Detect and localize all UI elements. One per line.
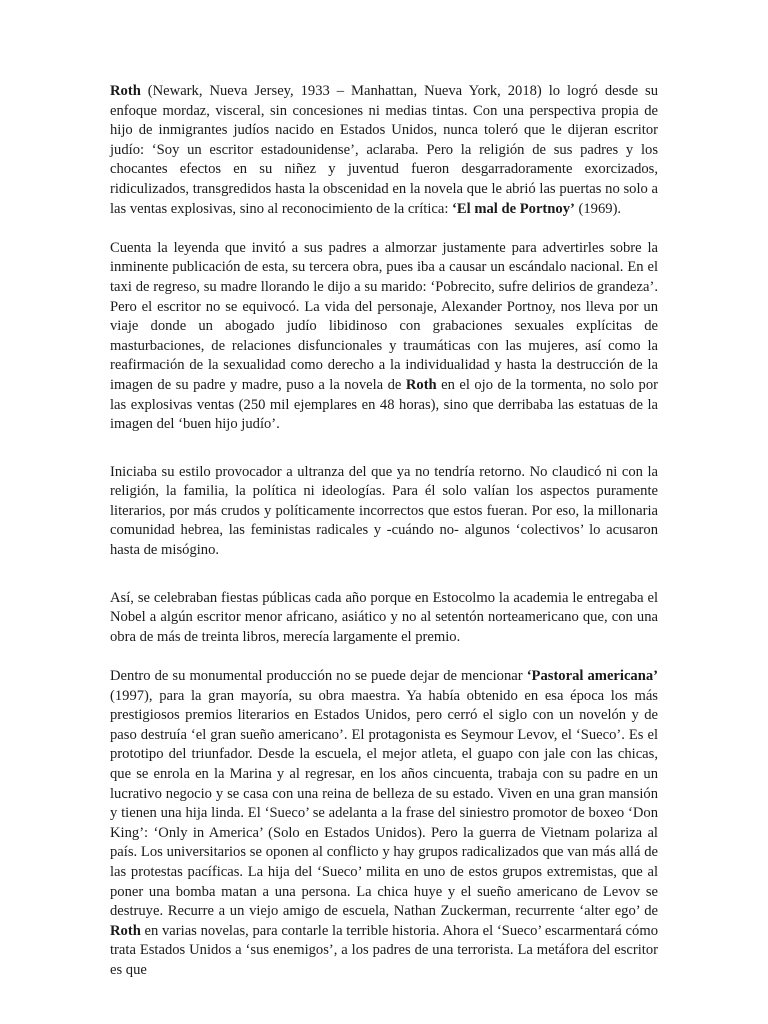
paragraph-4: Así, se celebraban fiestas públicas cada año porque en Estocolmo la academia le entregaba el Nobel a algún escritor menor africano, asiático y no al setentón norteamericano que, con una obra de más de treinta libros, merecía largamente el premio. [110, 589, 658, 645]
book-title-pastoral: ‘Pastoral americana’ [526, 668, 658, 685]
paragraph-2: Cuenta la leyenda que invitó a sus padres a almorzar justamente para advertirles sobre la inminente publicación de esta, su tercera obra, pues iba a causar un escándalo nacional. En el taxi de regreso, su madre llorando le dijo a su marido: ‘Pobrecito, sufre delirios de grandeza’. Pero el escritor no se equivocó. La vida del personaje, Alexander Portnoy, nos lleva por un viaje donde un abogado judío libidinoso con grabaciones sexuales explícitas de masturbaciones, de relaciones disfuncionales y traumáticas con las mujeres, así como la reafirmación de la sexualidad como derecho a la individualidad y hasta la destrucción de la imagen de su padre y madre, puso a la novela de Roth en el ojo de la tormenta, no solo por las explosivas ventas (250 mil ejemplares en 48 horas), sino que derribaba las estatuas de la imagen del ‘buen hijo judío’. [110, 239, 658, 433]
paragraph-5: Dentro de su monumental producción no se puede dejar de mencionar ‘Pastoral americana’ (1997), para la gran mayoría, su obra maestra. Ya había obtenido en esa época los más prestigiosos premios literarios en Estados Unidos, pero cerró el siglo con un novelón y de paso destruía ‘el gran sueño americano’. El protagonista es Seymour Levov, el ‘Sueco’. Es el prototipo del triunfador. Desde la escuela, el mejor atleta, el guapo con jale con las chicas, que se enrola en la Marina y al regresar, en los años cincuenta, trabaja con su padre en un lucrativo negocio y se casa con una reina de belleza de su estado. Viven en una gran mansión y tienen una hija linda. El ‘Sueco’ se adelanta a la frase del siniestro promotor de boxeo ‘Don King’: ‘Only in America’ (Solo en Estados Unidos). Pero la guerra de Vietnam polariza al país. Los universitarios se oponen al conflicto y hay grupos radicalizados que van más allá de las protestas pacíficas. La hija del ‘Sueco’ milita en uno de estos grupos extremistas, que al poner una bomba matan a una persona. La chica huye y el sueño americano de Levov se destruye. Recurre a un viejo amigo de escuela, Nathan Zuckerman, recurrente ‘alter ego’ de Roth en varias novelas, para contarle la terrible historia. Ahora el ‘Sueco’ escarmentará cómo trata Estados Unidos a ‘sus enemigos’, a los padres de una terrorista. La metáfora del escritor es que [110, 668, 658, 978]
paragraph-1: Roth (Newark, Nueva Jersey, 1933 – Manhattan, Nueva York, 2018) lo logró desde su enfoque mordaz, visceral, sin concesiones ni medias tintas. Con una perspectiva propia de hijo de inmigrantes judíos nacido en Estados Unidos, nunca toleró que le dijeran escritor judío: ‘Soy un escritor estadounidense’, aclaraba. Pero la religión de sus padres y los chocantes efectos en su niñez y juventud fueron desgarradoramente exorcizados, ridiculizados, transgredidos hasta la obscenidad en la novela que le abrió las puertas no solo a las ventas explosivas, sino al reconocimiento de la crítica: ‘El mal de Portnoy’ (1969). [110, 83, 658, 217]
paragraph-3: Iniciaba su estilo provocador a ultranza del que ya no tendría retorno. No claudicó ni con la religión, la familia, la política ni ideologías. Para él solo valían los aspectos puramente literarios, por más crudos y políticamente incorrectos que estos fueran. Por eso, la millonaria comunidad hebrea, las feministas radicales y -cuándo no- algunos ‘colectivos’ lo acusaron hasta de misógino. [110, 463, 658, 559]
author-name: Roth [110, 922, 141, 939]
author-name: Roth [405, 376, 437, 393]
document-page [110, 82, 658, 981]
book-title-portnoy: ‘El mal de Portnoy’ [452, 200, 575, 217]
author-name: Roth [110, 83, 141, 99]
